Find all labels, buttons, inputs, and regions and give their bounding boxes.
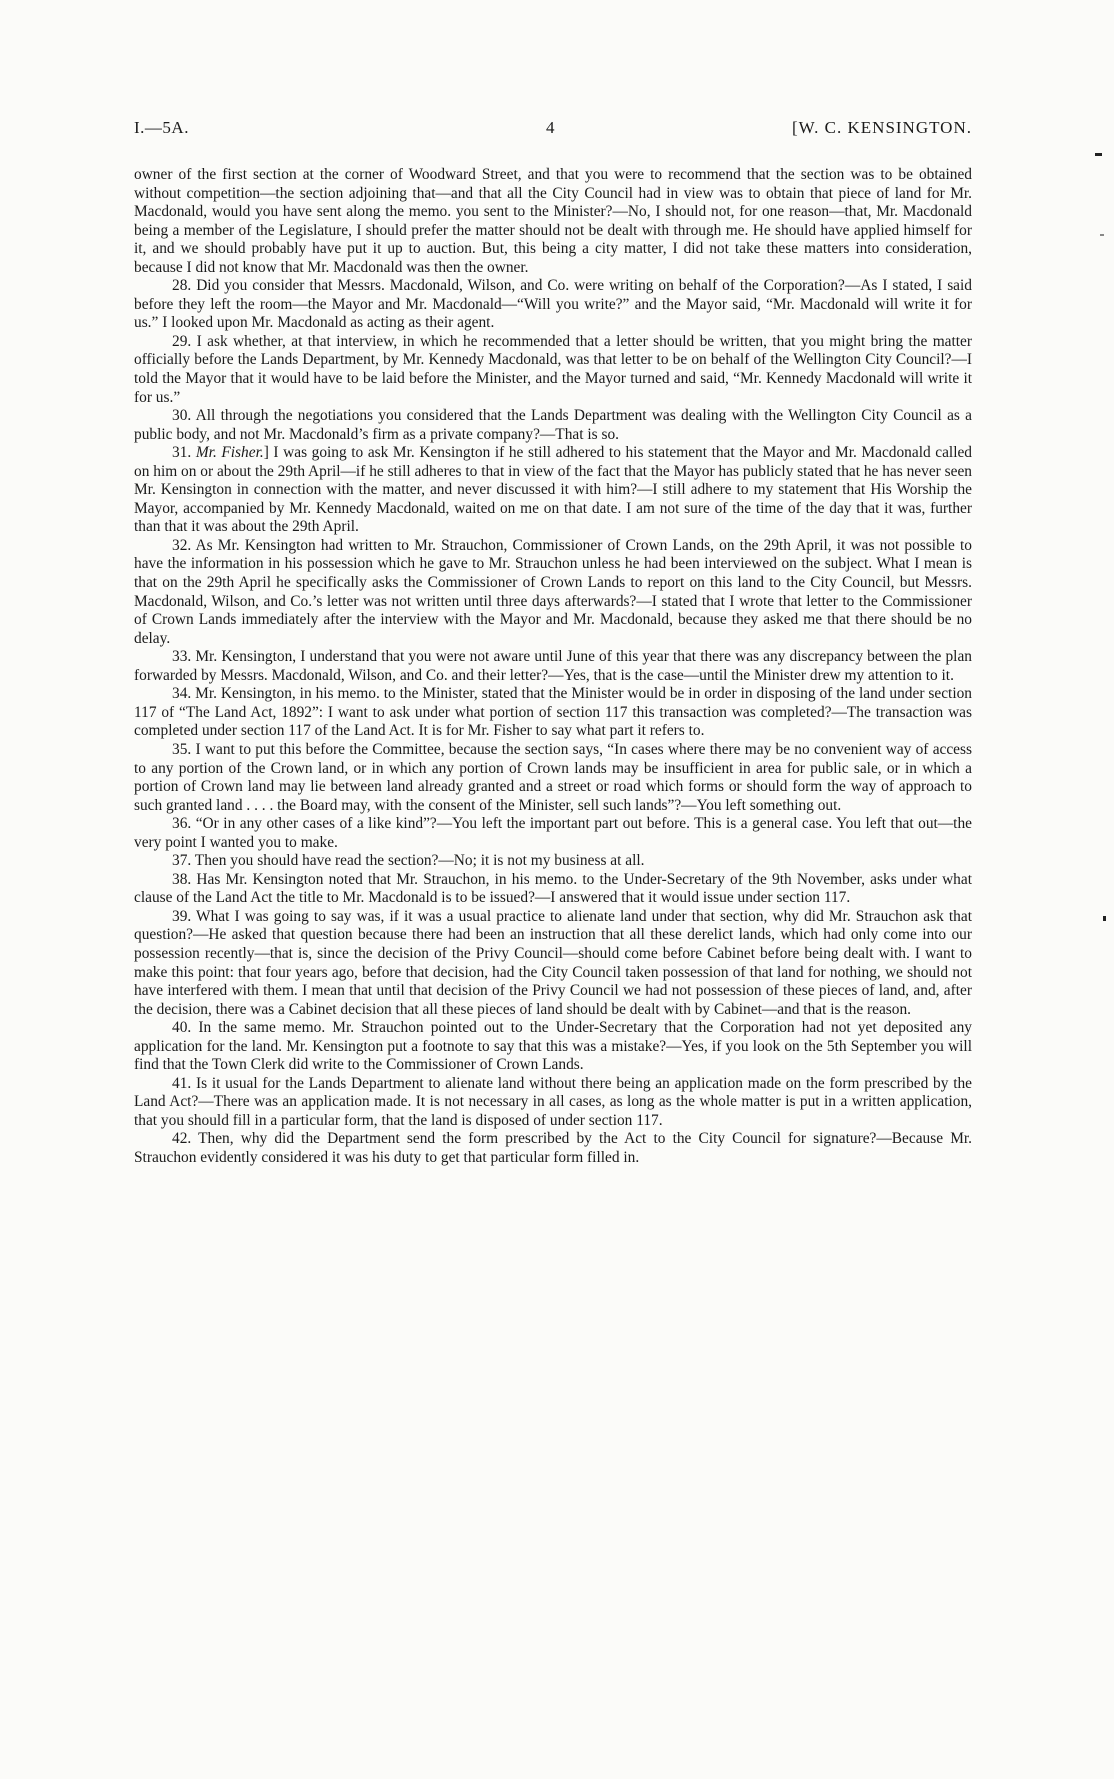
evidence-body — [134, 166, 972, 1168]
question-41: 41. Is it usual for the Lands Department to alienate land without there being an application made on the form prescribed by the Land Act?—There was an application made. It is not necessary in all cases, as long as the whole matter is put in a written application, that you should fill in a particular form, that the land is disposed of under section 117. — [134, 1074, 972, 1129]
question-38: 38. Has Mr. Kensington noted that Mr. Strauchon, in his memo. to the Under-Secretary of the 9th November, asks under what clause of the Land Act the title to Mr. Macdonald is to be issued?—I answered that it would issue under section 117. — [134, 870, 972, 907]
scan-speck — [1095, 153, 1102, 156]
question-30: 30. All through the negotiations you considered that the Lands Department was dealing with the Wellington City Council as a public body, and not Mr. Macdonald’s firm as a private company?—That is so. — [134, 407, 972, 443]
page-number: 4 — [546, 118, 555, 137]
question-36: 36. “Or in any other cases of a like kind”?—You left the important part out before. This is a general case. You left that out—the very point I wanted you to make. — [134, 815, 972, 851]
scan-speck — [1103, 916, 1106, 921]
question-28: 28. Did you consider that Messrs. Macdonald, Wilson, and Co. were writing on behalf of the Corporation?—As I stated, I said before they left the room—the Mayor and Mr. Macdonald—“Will you write?” and the Mayor said, “Mr. Macdonald will write it for us.” I looked upon Mr. Macdonald as acting as their agent. — [134, 277, 972, 332]
question-31-text: ] I was going to ask Mr. Kensington if he still adhered to his statement that the Mayor and Mr. Macdonald called on him on or about the 29th April—if he still adheres to that in view of the fact that the Mayor has publicly stated that he has never seen Mr. Kensington in connection with the matter, and never discussed it with him?—I still adhere to my statement that His Worship the Mayor, accompanied by Mr. Kennedy Macdonald, waited on me on that date. I am not sure of the time of the day that it was, further than that it was about the 29th April. — [134, 444, 972, 536]
question-34: 34. Mr. Kensington, in his memo. to the Minister, stated that the Minister would be in order in disposing of the land under section 117 of “The Land Act, 1892”: I want to ask under what portion of section 117 this transaction was completed?—The transaction was completed under section 117 of the Land Act. It is for Mr. Fisher to say what part it refers to. — [134, 685, 972, 740]
question-31 — [134, 444, 972, 537]
question-37: 37. Then you should have read the section?—No; it is not my business at all. — [172, 852, 645, 870]
running-header — [134, 118, 972, 142]
question-32: 32. As Mr. Kensington had written to Mr. Strauchon, Commissioner of Crown Lands, on the 29th April, it was not possible to have the information in his possession which he gave to Mr. Strauchon unless he had been interviewed on the subject. What I mean is that on the 29th April he specifically asks the Commissioner of Crown Lands to report on this land to the City Council, but Messrs. Macdonald, Wilson, and Co.’s letter was not written until three days afterwards?—I stated that I wrote that letter to the Commissioner of Crown Lands immediately after the interview with the Mayor and Mr. Macdonald, because they asked me that there should be no delay. — [134, 536, 972, 647]
question-33: 33. Mr. Kensington, I understand that you were not aware until June of this year that there was any discrepancy between the plan forwarded by Messrs. Macdonald, Wilson, and Co. and their letter?—Yes, that is the case—until the Minister drew my attention to it. — [134, 648, 972, 684]
continued-answer: owner of the first section at the corner of Woodward Street, and that you were to recommend that the section was to be obtained without competition—the section adjoining that—and that all the City Council had in view was to obtain that piece of land for Mr. Macdonald, would you have sent along the memo. you sent to the Minister?—No, I should not, for one reason—that, Mr. Macdonald being a member of the Legislature, I should prefer the matter should not be dealt with through me. He should have applied himself for it, and we should probably have put it up to auction. But, this being a city matter, I did not take these matters into consideration, because I did not know that Mr. Macdonald was then the owner. — [134, 166, 972, 276]
question-35: 35. I want to put this before the Committee, because the section says, “In cases where there may be no convenient way of access to any portion of the Crown land, or in which any portion of Crown lands may be insufficient in area for public sale, or in which a portion of Crown land may lie between land already granted and a street or road which forms or should form the way of approach to such granted land . . . . the Board may, with the consent of the Minister, sell such lands”?—You left something out. — [134, 740, 972, 814]
paper-reference: I.—5A. — [134, 118, 189, 137]
scan-speck — [1100, 234, 1104, 236]
question-42: 42. Then, why did the Department send the form prescribed by the Act to the City Council for signature?—Because Mr. Strauchon evidently considered it was his duty to get that particular form filled in. — [134, 1130, 972, 1166]
witness-name: [W. C. KENSINGTON. — [792, 118, 972, 137]
question-number: 31. — [172, 444, 192, 462]
question-29: 29. I ask whether, at that interview, in which he recommended that a letter should be written, that you might bring the matter officially before the Lands Department, by Mr. Kennedy Macdonald, was that letter to be on behalf of the Wellington City Council?—I told the Mayor that it would have to be laid before the Minister, and the Mayor turned and said, “Mr. Kennedy Macdonald will write it for us.” — [134, 332, 972, 406]
speaker-name: Mr. Fisher. — [195, 444, 264, 462]
question-40: 40. In the same memo. Mr. Strauchon pointed out to the Under-Secretary that the Corporation had not yet deposited any application for the land. Mr. Kensington put a footnote to say that this was a mistake?—Yes, if you look on the 5th September you will find that the Town Clerk did write to the Commissioner of Crown Lands. — [134, 1019, 972, 1074]
question-39: 39. What I was going to say was, if it was a usual practice to alienate land under that section, why did Mr. Strauchon ask that question?—He asked that question because there had been an instruction that all these derelict lands, which had only come into our possession recently—that is, since the decision of the Privy Council—should come before Cabinet before being dealt with. I want to make this point: that four years ago, before that decision, had the City Council taken possession of that land for nothing, we should not have interfered with them. I mean that until that decision of the Privy Council we had not possession of these pieces of land, and, after the decision, there was a Cabinet decision that all these pieces of land should be dealt with by Cabinet—and that is the reason. — [134, 907, 972, 1018]
